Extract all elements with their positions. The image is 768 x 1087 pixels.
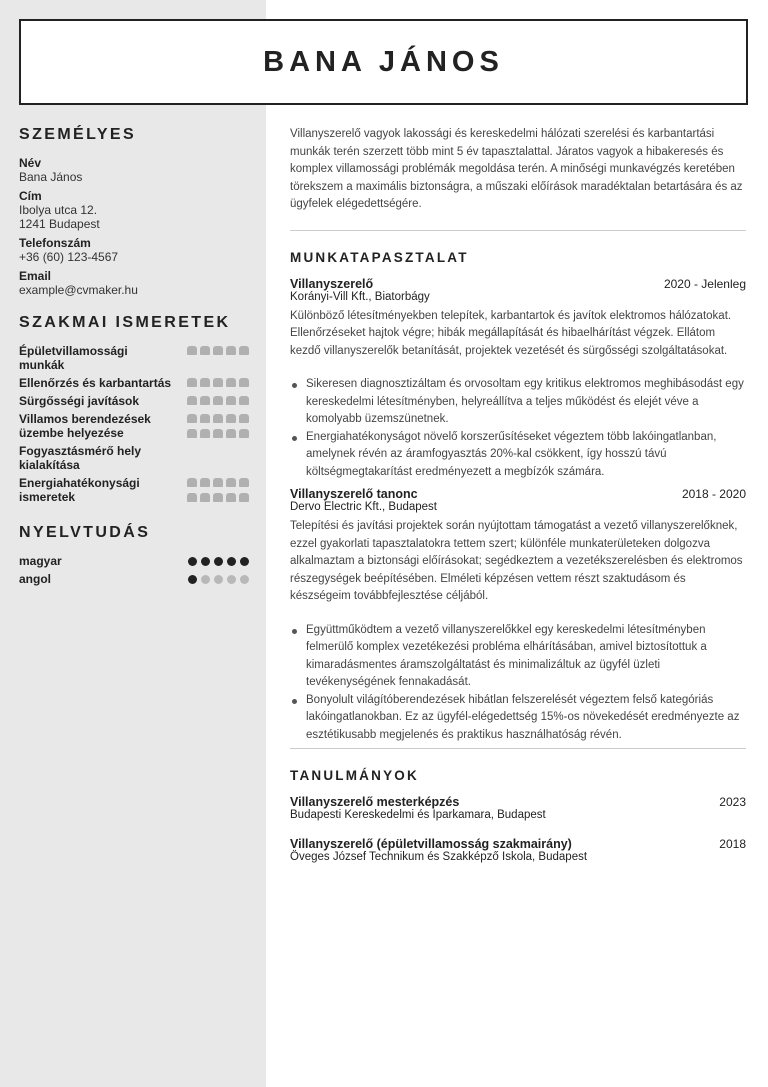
address-line1: Ibolya utca 12. (19, 203, 98, 217)
divider (290, 748, 746, 749)
skill-item (19, 476, 249, 504)
full-name: BANA JÁNOS (263, 45, 504, 78)
level-dot (214, 575, 223, 584)
skill-rating-group (187, 376, 249, 387)
name-label: Név (19, 156, 42, 170)
skill-name: Épületvillamossági munkák (19, 344, 128, 372)
level-icon (239, 378, 249, 387)
level-dot (188, 557, 197, 566)
level-dot (188, 575, 197, 584)
phone-label: Telefonszám (19, 236, 91, 250)
skill-rating (187, 394, 249, 405)
address-label: Cím (19, 189, 42, 203)
level-icon (187, 414, 197, 423)
skill-item (19, 376, 249, 390)
job-entry (290, 487, 746, 744)
skill-name: Ellenőrzés és karbantartás (19, 376, 172, 390)
job-employer: Korányi-Vill Kft., Biatorbágy (290, 290, 430, 303)
level-icon (226, 396, 236, 405)
level-icon (226, 414, 236, 423)
language-name: angol (19, 572, 51, 586)
skill-rating-group (187, 476, 249, 502)
skill-rating (187, 344, 249, 355)
skill-rating-group (187, 412, 249, 438)
divider (290, 230, 746, 231)
level-icon (200, 414, 210, 423)
achievement-item: Együttműködtem a vezető villanyszerelőkkel egy kereskedelmi létesítményben felmerülő komplex vezetékezési probléma elhárításában, amivel biztosítottuk a kimaradásmentes áramszolgáltatást és minimalizáltuk az ügyfél üzleti tevékenységének fennakadását. (290, 622, 746, 692)
level-icon (200, 378, 210, 387)
level-icon (200, 346, 210, 355)
level-icon (200, 493, 210, 502)
skills-list (19, 344, 249, 504)
level-icon (187, 429, 197, 438)
language-level (188, 575, 249, 584)
level-icon (187, 493, 197, 502)
job-date: 2018 - 2020 (681, 487, 746, 501)
level-icon (213, 346, 223, 355)
experience-section-title: MUNKATAPASZTALAT (290, 249, 469, 265)
level-dot (240, 575, 249, 584)
degree-title: Villanyszerelő mesterképzés (290, 795, 460, 809)
level-dot (214, 557, 223, 566)
job-description: Különböző létesítményekben telepítek, karbantartok és javítok elektromos hálózatokat. Ellenőrzéseket hajtok végre; hibák megállapítását és hibaelhárítást végzek. Ellátom kezdő villanyszerelők betanítását, projektek vezetését és sürgősségi szolgáltatásokat. (290, 309, 732, 357)
skill-item (19, 394, 249, 408)
education-header (290, 837, 746, 851)
level-icon (187, 396, 197, 405)
level-icon (239, 396, 249, 405)
email-value: example@cvmaker.hu (19, 283, 138, 297)
address-line2: 1241 Budapest (19, 217, 100, 231)
personal-info (19, 156, 249, 297)
name-value: Bana János (19, 170, 83, 184)
skill-rating-group (187, 344, 249, 355)
skill-rating (187, 476, 249, 487)
skill-name: Sürgősségi javítások (19, 394, 140, 408)
job-header (290, 487, 746, 501)
education-entry (290, 837, 746, 863)
skill-rating-group (187, 394, 249, 405)
level-icon (200, 429, 210, 438)
achievement-item: Bonyolult világítóberendezések hibátlan felszerelését végeztem felső kategóriás lakóingatlanokban. Ez az ügyfél-elégedettség 15%-os növekedését eredményezte az esztétikusabb megjelenés és praktikus használhatóság révén. (290, 692, 746, 745)
skill-rating (187, 491, 249, 502)
achievement-item: Energiahatékonyságot növelő korszerűsítéseket végeztem több lakóingatlanban, amelynek révén az áramfogyasztás 20%-kal csökkent, így hosszú távú költségmegtakarítást eredményezett a megbízók számára. (290, 429, 746, 482)
job-title: Villanyszerelő tanonc (290, 487, 418, 501)
job-header (290, 277, 746, 291)
language-name: magyar (19, 554, 62, 568)
jobs-list (290, 277, 746, 745)
profile-summary: Villanyszerelő vagyok lakossági és kereskedelmi hálózati szerelési és karbantartási munkák terén szerzett több mint 5 év tapasztalattal. Járatos vagyok a hibakeresés és komplex villamossági problémák megoldása terén. A minőségi munkavégzés keretében törekszem a maximális biztonságra, a műszaki előírások maradéktalan betartására és az ügyfelek elégedettségére. (290, 128, 743, 210)
level-icon (187, 346, 197, 355)
level-icon (239, 429, 249, 438)
level-icon (213, 414, 223, 423)
level-icon (213, 378, 223, 387)
level-dot (240, 557, 249, 566)
left-column (19, 126, 249, 590)
skill-rating (187, 427, 249, 438)
level-icon (239, 478, 249, 487)
level-icon (213, 478, 223, 487)
personal-section-title: SZEMÉLYES (19, 126, 137, 143)
level-dot (201, 557, 210, 566)
languages-list (19, 554, 249, 586)
level-icon (239, 346, 249, 355)
level-icon (226, 346, 236, 355)
level-icon (200, 478, 210, 487)
level-icon (200, 396, 210, 405)
skill-rating (187, 376, 249, 387)
education-date: 2023 (719, 795, 746, 809)
languages-section-title: NYELVTUDÁS (19, 524, 151, 541)
level-icon (239, 493, 249, 502)
education-date: 2018 (719, 837, 746, 851)
email-label: Email (19, 269, 52, 283)
education-section-title: TANULMÁNYOK (290, 768, 419, 783)
education-list (290, 795, 746, 863)
language-level (188, 557, 249, 566)
degree-title: Villanyszerelő (épületvillamosság szakmairány) (290, 837, 572, 851)
skill-name: Fogyasztásmérő hely kialakítása (19, 444, 142, 472)
level-icon (226, 478, 236, 487)
skill-item (19, 412, 249, 440)
school-name: Öveges József Technikum és Szakképző Iskola, Budapest (290, 851, 588, 863)
job-description: Telepítési és javítási projektek során nyújtottam támogatást a vezető villanyszerelőknek, ezzel gyakorlati tapasztalatokra tettem szert; különféle munkaterületeken dolgozva alkalmaztam a biztonsági előírásokat; segédkeztem a vezetékszerelésben és elektromos részegységek beépítésében. Elméleti képzésen vettem részt szaktudásom és készségeim továbbfejlesztése céljából. (290, 520, 743, 602)
language-item (19, 572, 249, 586)
level-icon (226, 378, 236, 387)
level-icon (213, 429, 223, 438)
level-dot (227, 557, 236, 566)
job-entry (290, 277, 746, 482)
achievement-item: Sikeresen diagnosztizáltam és orvosoltam egy kritikus elektromos meghibásodást egy kereskedelmi létesítményben, helyreállítva a teljes működést és elejét véve a komolyabb üzemszünetnek. (290, 376, 746, 429)
skill-item (19, 444, 249, 472)
level-icon (213, 493, 223, 502)
skills-section-title: SZAKMAI ISMERETEK (19, 314, 231, 331)
level-icon (187, 478, 197, 487)
level-icon (213, 396, 223, 405)
level-icon (226, 493, 236, 502)
job-achievements (290, 622, 746, 745)
school-name: Budapesti Kereskedelmi és Iparkamara, Budapest (290, 809, 546, 821)
name-header (19, 19, 748, 105)
job-date: 2020 - Jelenleg (663, 276, 746, 291)
education-entry (290, 795, 746, 821)
job-employer: Dervo Electric Kft., Budapest (290, 501, 438, 513)
education-header (290, 795, 746, 809)
job-achievements (290, 376, 746, 481)
main-column (290, 126, 746, 879)
level-dot (201, 575, 210, 584)
phone-value: +36 (60) 123-4567 (19, 250, 119, 264)
skill-item (19, 344, 249, 372)
level-icon (239, 414, 249, 423)
level-icon (187, 378, 197, 387)
job-title: Villanyszerelő (290, 276, 374, 291)
skill-rating (187, 412, 249, 423)
language-item (19, 554, 249, 568)
skill-name: Villamos berendezések üzembe helyezése (19, 412, 151, 440)
level-icon (226, 429, 236, 438)
level-dot (227, 575, 236, 584)
skill-name: Energiahatékonysági ismeretek (19, 476, 140, 504)
